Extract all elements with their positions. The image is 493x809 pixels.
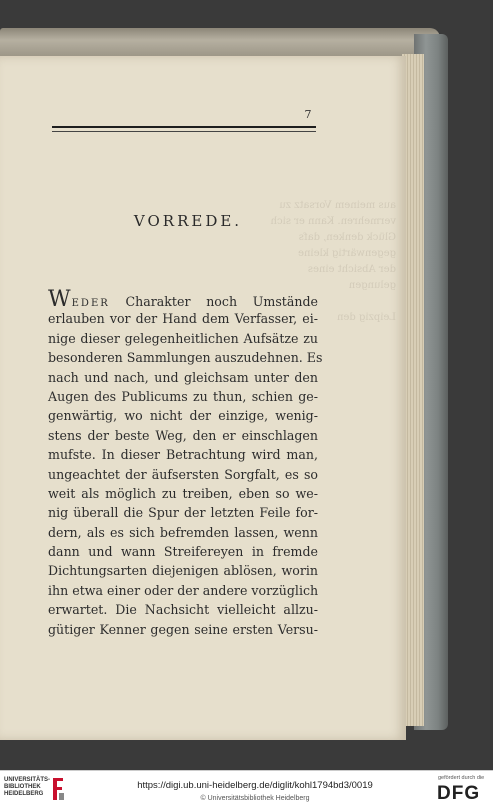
text-line: Augen des Publicums zu thun, schien ge- — [48, 388, 318, 404]
text-line: weit als möglich zu treiben, eben so we- — [48, 485, 318, 501]
text-line: besonderen Sammlungen auszudehnen. Es — [48, 350, 323, 366]
page-number: 7 — [304, 108, 312, 121]
header-rule-thin — [52, 131, 316, 132]
chapter-heading: VORREDE. — [133, 212, 243, 230]
bleed-through-text: aus meinem Vorsatz zu vermehren. Kann er sich Glück denken, dafs gegenwärtig kleine der Absicht eines gelungen Leipzig den — [270, 200, 396, 323]
text-line: dern, als es sich befremden lassen, wenn — [48, 524, 318, 540]
text-line: Dichtungsarten diejenigen ablösen, worin — [48, 563, 318, 579]
library-logo-icon — [50, 776, 66, 802]
text-line: erlauben vor der Hand dem Verfasser, ei- — [48, 311, 318, 327]
text-line: ungeachtet der äufsersten Sorgfalt, es so — [48, 466, 318, 482]
text-line: nig überall die Spur der letzten Feile for- — [48, 505, 318, 521]
library-logo-text: UNIVERSITÄTS- BIBLIOTHEK HEIDELBERG — [4, 777, 51, 797]
text-line: stens der beste Weg, den er einschlagen — [48, 427, 318, 443]
drop-capital: W — [48, 287, 72, 312]
text-line: nige dieser gelegenheitlichen Aufsätze zu — [48, 330, 318, 346]
text-line-rest: Charakter noch Umstände — [109, 294, 318, 309]
text-line: ihn etwa einer oder der andere vorzüglich — [48, 582, 319, 598]
viewer-footer — [0, 770, 493, 809]
text-line: erwartet. Die Nachsicht vielleicht allzu- — [48, 602, 318, 618]
text-line: gütiger Kenner gegen seine ersten Versu- — [48, 621, 318, 637]
small-caps-word: EDER — [71, 298, 110, 309]
book-page — [0, 56, 406, 740]
header-rule — [52, 126, 316, 128]
funded-by-text: gefördert durch die — [438, 775, 485, 781]
text-line: dann und wann Streifereyen in fremde — [48, 544, 318, 560]
body-text — [48, 287, 323, 639]
dfg-logo: DFG — [437, 783, 481, 804]
text-line: genwärtig, wo nicht der einzige, wenig- — [48, 408, 318, 424]
text-line: nach und nach, und gleichsam unter den — [48, 369, 318, 385]
book-top-edge — [0, 28, 440, 58]
copyright-text: © Universitätsbibliothek Heidelberg — [200, 795, 310, 802]
permalink-url[interactable]: https://digi.ub.uni-heidelberg.de/diglit/kohl1794bd3/0019 — [137, 780, 373, 791]
text-line-first — [48, 287, 318, 312]
text-line: mufste. In dieser Betrachtung wird man, — [48, 447, 318, 463]
